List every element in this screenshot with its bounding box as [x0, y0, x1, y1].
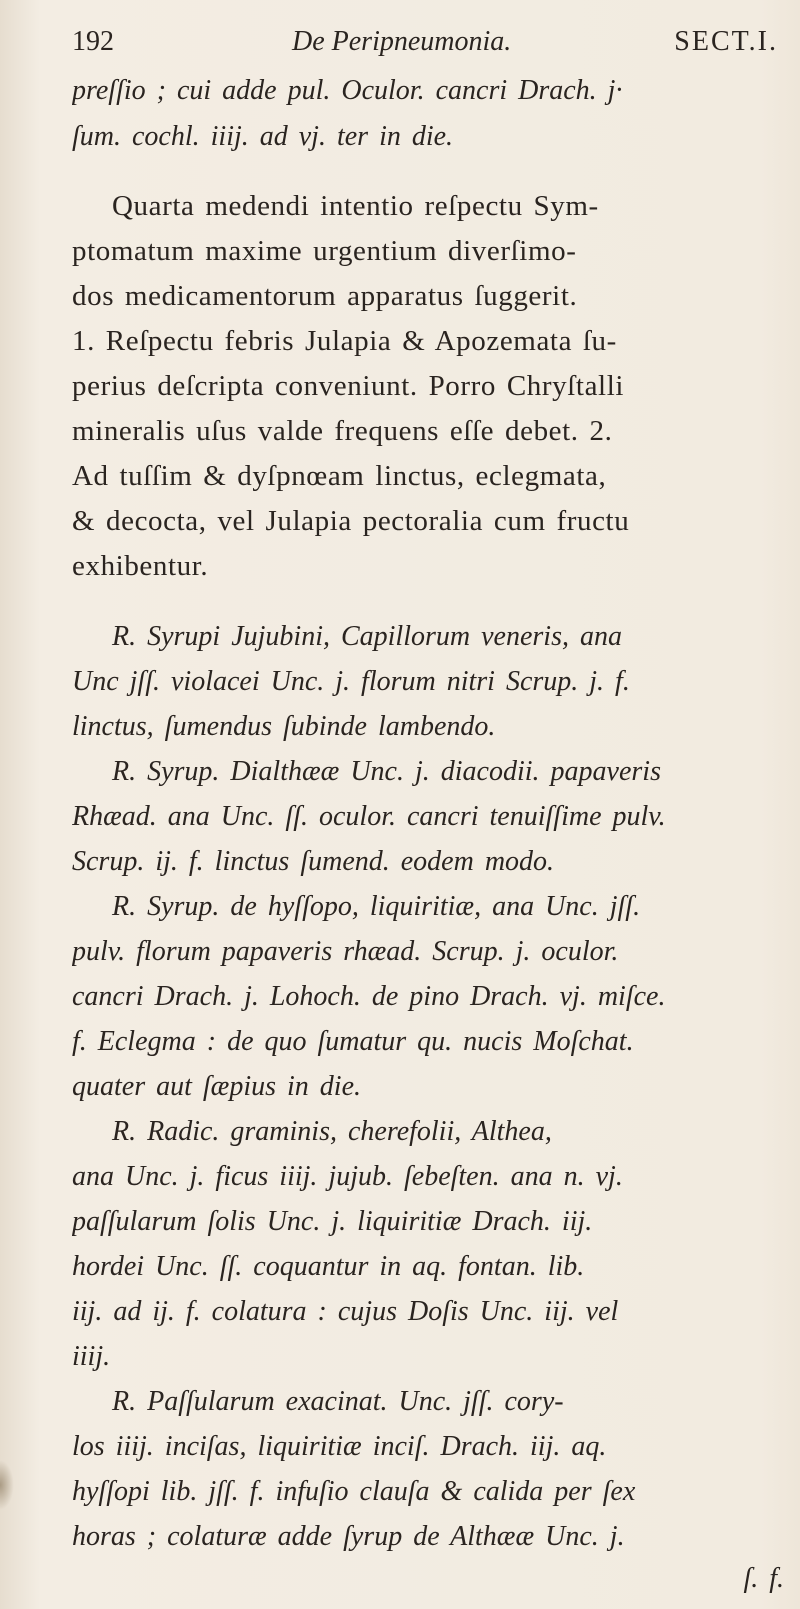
- running-title: De Peripneumonia.: [292, 26, 512, 57]
- paragraph-line: & decocta, vel Julapia pectoralia cum fructu: [72, 505, 630, 537]
- paragraph-line: 1. Reſpectu febris Julapia & Apozemata ſu-: [72, 325, 617, 357]
- paragraph-line: Quarta medendi intentio reſpectu Sym-: [112, 190, 599, 222]
- running-header: [72, 22, 778, 62]
- recipe-line: iiij.: [72, 1341, 111, 1372]
- recipe-line: Unc jſſ. violacei Unc. j. florum nitri Scrup. j. f.: [72, 666, 630, 697]
- paragraph-line: perius deſcripta conveniunt. Porro Chryſtalli: [72, 370, 625, 402]
- recipe-line: R. Radic. graminis, cherefolii, Althea,: [112, 1116, 552, 1147]
- recipe-line: R. Syrupi Jujubini, Capillorum veneris, ana: [112, 621, 622, 652]
- section-label: SECT.I.: [674, 26, 778, 57]
- recipe-line: f. Eclegma : de quo ſumatur qu. nucis Moſchat.: [72, 1026, 634, 1057]
- recipe-line: R. Paſſularum exacinat. Unc. jſſ. cory-: [112, 1386, 564, 1417]
- recipe-line: quater aut ſæpius in die.: [72, 1071, 361, 1102]
- recipe-line: linctus, ſumendus ſubinde lambendo.: [72, 711, 496, 742]
- paragraph-line: dos medicamentorum apparatus ſuggerit.: [72, 280, 578, 312]
- page-stain: [0, 1460, 14, 1510]
- paragraph-line: exhibentur.: [72, 550, 209, 582]
- recipe-line: horas ; colaturæ adde ſyrup de Althææ Unc. j.: [72, 1521, 625, 1552]
- recipe-line: hyſſopi lib. jſſ. f. infuſio clauſa & calida per ſex: [72, 1476, 636, 1507]
- recipe-line: pulv. florum papaveris rhæad. Scrup. j. oculor.: [72, 936, 619, 967]
- page-number: 192: [72, 26, 114, 57]
- recipe-line: cancri Drach. j. Lohoch. de pino Drach. vj. miſce.: [72, 981, 666, 1012]
- recipe-line: R. Syrup. de hyſſopo, liquiritiæ, ana Unc. jſſ.: [112, 891, 641, 922]
- recipe-line: hordei Unc. ſſ. coquantur in aq. fontan. lib.: [72, 1251, 585, 1282]
- recipe-line: R. Syrup. Dialthææ Unc. j. diacodii. papaveris: [112, 756, 661, 787]
- recipe-line: los iiij. inciſas, liquiritiæ inciſ. Drach. iij. aq.: [72, 1431, 607, 1462]
- recipe-line: Scrup. ij. f. linctus ſumend. eodem modo.: [72, 846, 555, 877]
- recipe-line: paſſularum ſolis Unc. j. liquiritiæ Drach. iij.: [72, 1206, 593, 1237]
- text-line: preſſio ; cui adde pul. Oculor. cancri Drach. j·: [72, 75, 623, 106]
- paragraph-line: mineralis uſus valde frequens eſſe debet. 2.: [72, 415, 613, 447]
- paragraph-line: ptomatum maxime urgentium diverſimo-: [72, 235, 577, 267]
- recipe-line: Rhæad. ana Unc. ſſ. oculor. cancri tenuiſſime pulv.: [72, 801, 666, 832]
- catchword: ſ. f.: [743, 1563, 784, 1594]
- recipe-line: iij. ad ij. f. colatura : cujus Doſis Unc. iij. vel: [72, 1296, 619, 1327]
- paragraph-line: Ad tuſſim & dyſpnœam linctus, eclegmata,: [72, 460, 607, 492]
- recipe-line: ana Unc. j. ficus iiij. jujub. ſebeſten. ana n. vj.: [72, 1161, 623, 1192]
- text-line: ſum. cochl. iiij. ad vj. ter in die.: [72, 121, 454, 152]
